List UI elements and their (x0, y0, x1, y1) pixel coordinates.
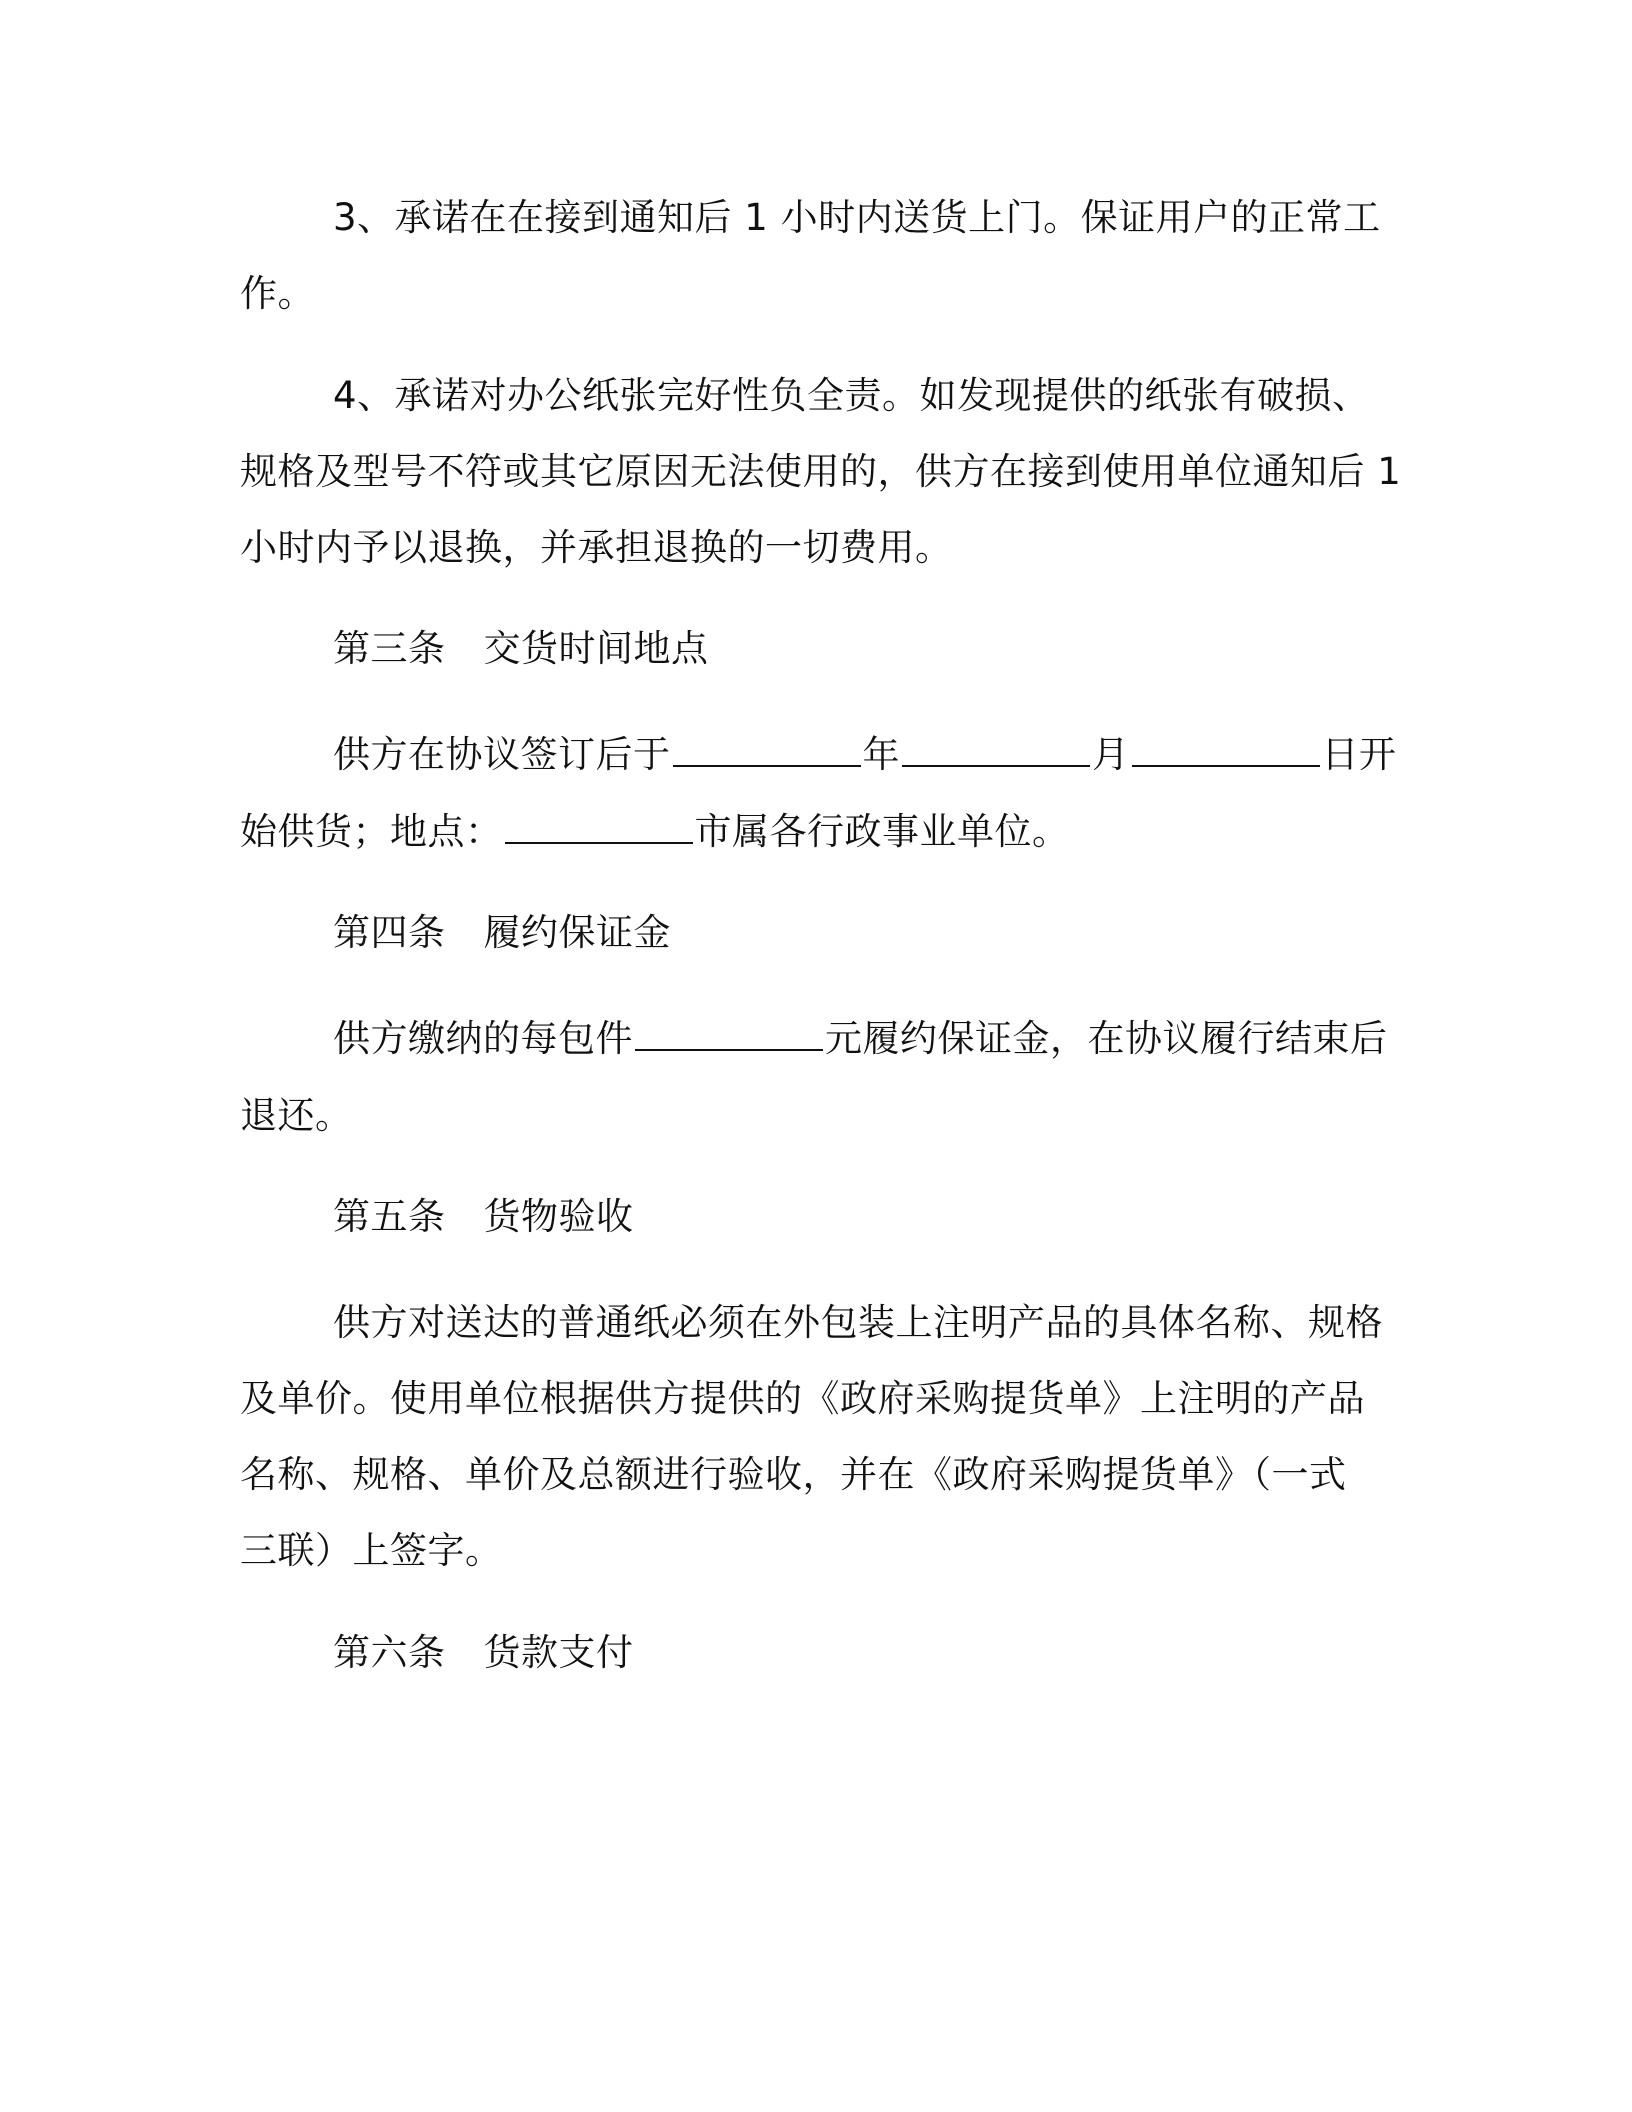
year-label: 年 (862, 733, 900, 776)
article4-number: 第四条 (333, 911, 446, 954)
item4-line1: 4、承诺对办公纸张完好性负全责。如发现提供的纸张有破损、 (333, 374, 1370, 417)
article5-line2: 及单价。使用单位根据供方提供的《政府采购提货单》上注明的产品 (240, 1377, 1365, 1420)
article5-line3: 名称、规格、单价及总额进行验收，并在《政府采购提货单》（一式 (240, 1453, 1347, 1496)
article5-line1: 供方对送达的普通纸必须在外包装上注明产品的具体名称、规格 (333, 1301, 1383, 1344)
article3-title: 交货时间地点 (483, 627, 709, 670)
article5-title: 货物验收 (483, 1195, 634, 1238)
day-label: 日开 (1321, 733, 1397, 776)
item4-line2: 规格及型号不符或其它原因无法使用的，供方在接到使用单位通知后 1 (240, 450, 1402, 493)
item3-line1: 3、承诺在在接到通知后 1 小时内送货上门。保证用户的正常工 (333, 196, 1381, 239)
location-blank (505, 812, 693, 844)
item3-line2: 作。 (240, 272, 315, 315)
article6-heading (333, 1631, 1483, 1675)
article3-line2-prefix: 始供货；地点： (240, 810, 503, 853)
day-blank (1132, 735, 1320, 767)
article5-line4: 三联）上签字。 (240, 1529, 503, 1572)
article4-line1-suffix: 元履约保证金，在协议履行结束后 (825, 1017, 1388, 1060)
article3-line1-prefix: 供方在协议签订后于 (333, 733, 671, 776)
article3-line2-suffix: 市属各行政事业单位。 (694, 810, 1070, 853)
month-blank (902, 735, 1090, 767)
article6-number: 第六条 (333, 1631, 446, 1674)
item4-line3: 小时内予以退换，并承担退换的一切费用。 (240, 526, 953, 569)
article5-number: 第五条 (333, 1195, 446, 1238)
article5-heading (333, 1195, 1483, 1239)
article4-title: 履约保证金 (483, 911, 671, 954)
article3-number: 第三条 (333, 627, 446, 670)
article4-line1-prefix: 供方缴纳的每包件 (333, 1017, 633, 1060)
article3-heading (333, 627, 1483, 671)
year-blank (673, 735, 861, 767)
article3-line2 (240, 810, 1390, 854)
article4-line2: 退还。 (240, 1094, 353, 1137)
month-label: 月 (1092, 733, 1130, 776)
article6-title: 货款支付 (483, 1631, 634, 1674)
deposit-blank (635, 1019, 823, 1051)
article3-line1 (333, 733, 1483, 777)
article4-line1 (333, 1017, 1483, 1061)
article4-heading (333, 911, 1483, 955)
